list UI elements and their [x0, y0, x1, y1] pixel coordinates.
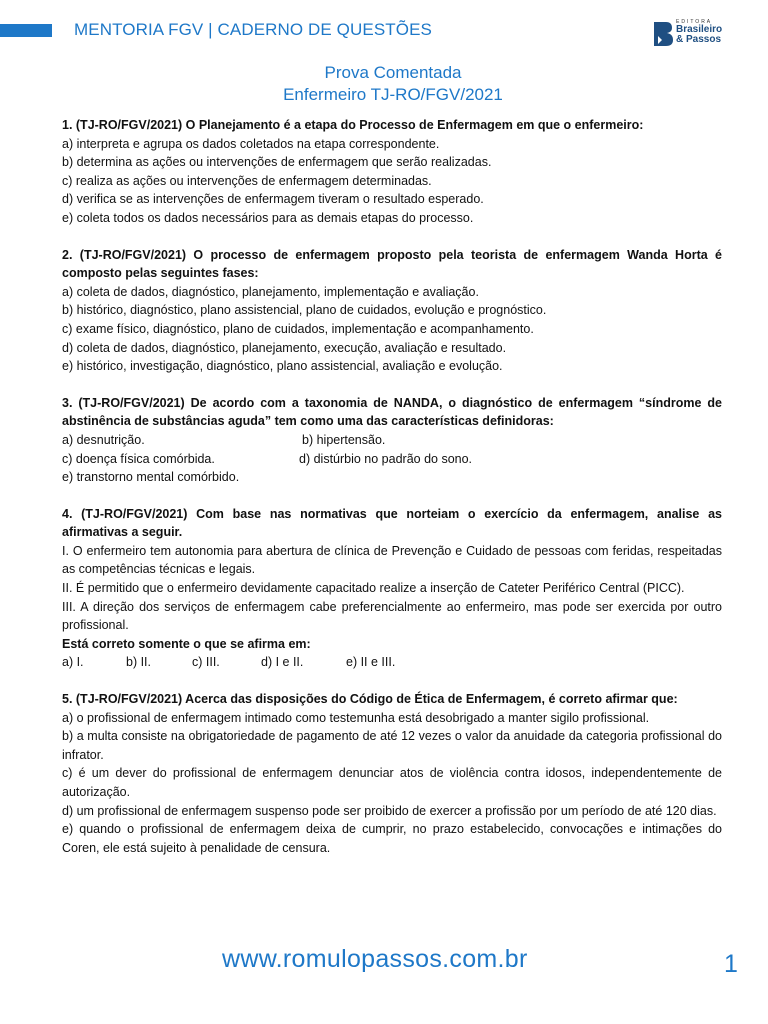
option-e: e) histórico, investigação, diagnóstico, plano assistencial, avaliação e evolução. [62, 359, 503, 374]
statement-ii: II. É permitido que o enfermeiro devidamente capacitado realize a inserção de Cateter Periférico Central (PICC). [62, 581, 685, 596]
option-a: a) interpreta e agrupa os dados coletados na etapa correspondente. [62, 136, 440, 151]
footer-website-link[interactable]: www.romulopassos.com.br [222, 945, 528, 973]
logo-editora-text: EDITORA [676, 19, 713, 25]
question-stem: 4. (TJ-RO/FGV/2021) Com base nas normativas que norteiam o exercício da enfermagem, analise as afirmativas a seguir. [62, 506, 722, 540]
option-b: b) hipertensão. [302, 432, 386, 447]
question-3 [62, 394, 722, 487]
option-c: c) realiza as ações ou intervenções de enfermagem determinadas. [62, 173, 432, 188]
option-b: b) II. [126, 655, 152, 670]
question-4 [62, 505, 722, 672]
options-row [62, 653, 722, 672]
options-row-1 [62, 431, 722, 450]
title-line-1: Prova Comentada [324, 63, 462, 82]
header-title: MENTORIA FGV | CADERNO DE QUESTÕES [74, 20, 432, 39]
document-titles [0, 62, 768, 106]
option-c: c) é um dever do profissional de enfermagem denunciar atos de violência contra idosos, independentemente de autorização. [62, 766, 722, 799]
option-e: e) quando o profissional de enfermagem deixa de cumprir, no prazo estabelecido, convocações e intimações do Coren, ele está sujeito à penalidade de censura. [62, 822, 722, 855]
options-row-2 [62, 450, 722, 469]
option-e: e) transtorno mental comórbido. [62, 470, 240, 485]
option-a: a) I. [62, 655, 84, 670]
option-c: c) exame físico, diagnóstico, plano de cuidados, implementação e acompanhamento. [62, 321, 534, 336]
logo-brand-line-2: & Passos [676, 34, 722, 45]
option-c: c) III. [192, 655, 220, 670]
option-d: d) I e II. [261, 655, 304, 670]
option-e: e) II e III. [346, 655, 396, 670]
option-e: e) coleta todos os dados necessários para as demais etapas do processo. [62, 210, 474, 225]
option-d: d) verifica se as intervenções de enfermagem tiveram o resultado esperado. [62, 192, 484, 207]
question-stem: 5. (TJ-RO/FGV/2021) Acerca das disposições do Código de Ética de Enfermagem, é correto afirmar que: [62, 692, 678, 707]
publisher-logo [652, 18, 722, 50]
option-a: a) desnutrição. [62, 432, 145, 447]
question-5 [62, 690, 722, 857]
option-a: a) coleta de dados, diagnóstico, planejamento, implementação e avaliação. [62, 284, 479, 299]
header-accent-bar [0, 24, 52, 37]
question-ask: Está correto somente o que se afirma em: [62, 636, 311, 651]
page-header [0, 0, 768, 48]
option-d: d) coleta de dados, diagnóstico, planejamento, execução, avaliação e resultado. [62, 340, 507, 355]
option-b: b) a multa consiste na obrigatoriedade de pagamento de até 12 vezes o valor da anuidade da categoria profissional do infrator. [62, 729, 722, 762]
question-2 [62, 246, 722, 376]
question-stem: 3. (TJ-RO/FGV/2021) De acordo com a taxonomia de NANDA, o diagnóstico de enfermagem “síndrome de abstinência de substâncias aguda” tem como uma das características definidoras: [62, 395, 722, 429]
page-number: 1 [724, 950, 738, 978]
question-stem: 2. (TJ-RO/FGV/2021) O processo de enfermagem proposto pela teorista de enfermagem Wanda Horta é composto pelas seguintes fases: [62, 247, 722, 281]
option-d: d) um profissional de enfermagem suspenso pode ser proibido de exercer a profissão por um período de até 120 dias. [62, 803, 717, 818]
statement-i: I. O enfermeiro tem autonomia para abertura de clínica de Prevenção e Cuidado de pessoas com feridas, respeitadas as competências técnicas e legais. [62, 543, 722, 577]
option-a: a) o profissional de enfermagem intimado como testemunha está desobrigado a manter sigilo profissional. [62, 710, 650, 725]
option-b: b) determina as ações ou intervenções de enfermagem que serão realizadas. [62, 155, 492, 170]
option-c: c) doença física comórbida. [62, 451, 215, 466]
question-stem: 1. (TJ-RO/FGV/2021) O Planejamento é a etapa do Processo de Enfermagem em que o enfermeiro: [62, 118, 644, 132]
statement-iii: III. A direção dos serviços de enfermagem cabe preferencialmente ao enfermeiro, mas pode ser exercida por outro profissional. [62, 599, 722, 633]
logo-brand-line-1: Brasileiro [676, 24, 723, 35]
logo-brand-text [676, 25, 722, 45]
logo-mark-icon [652, 20, 674, 48]
question-1 [62, 116, 722, 228]
option-b: b) histórico, diagnóstico, plano assistencial, plano de cuidados, evolução e prognóstico. [62, 303, 547, 318]
option-d: d) distúrbio no padrão do sono. [299, 451, 473, 466]
title-line-2: Enfermeiro TJ-RO/FGV/2021 [283, 85, 503, 104]
questions-body [62, 116, 722, 875]
